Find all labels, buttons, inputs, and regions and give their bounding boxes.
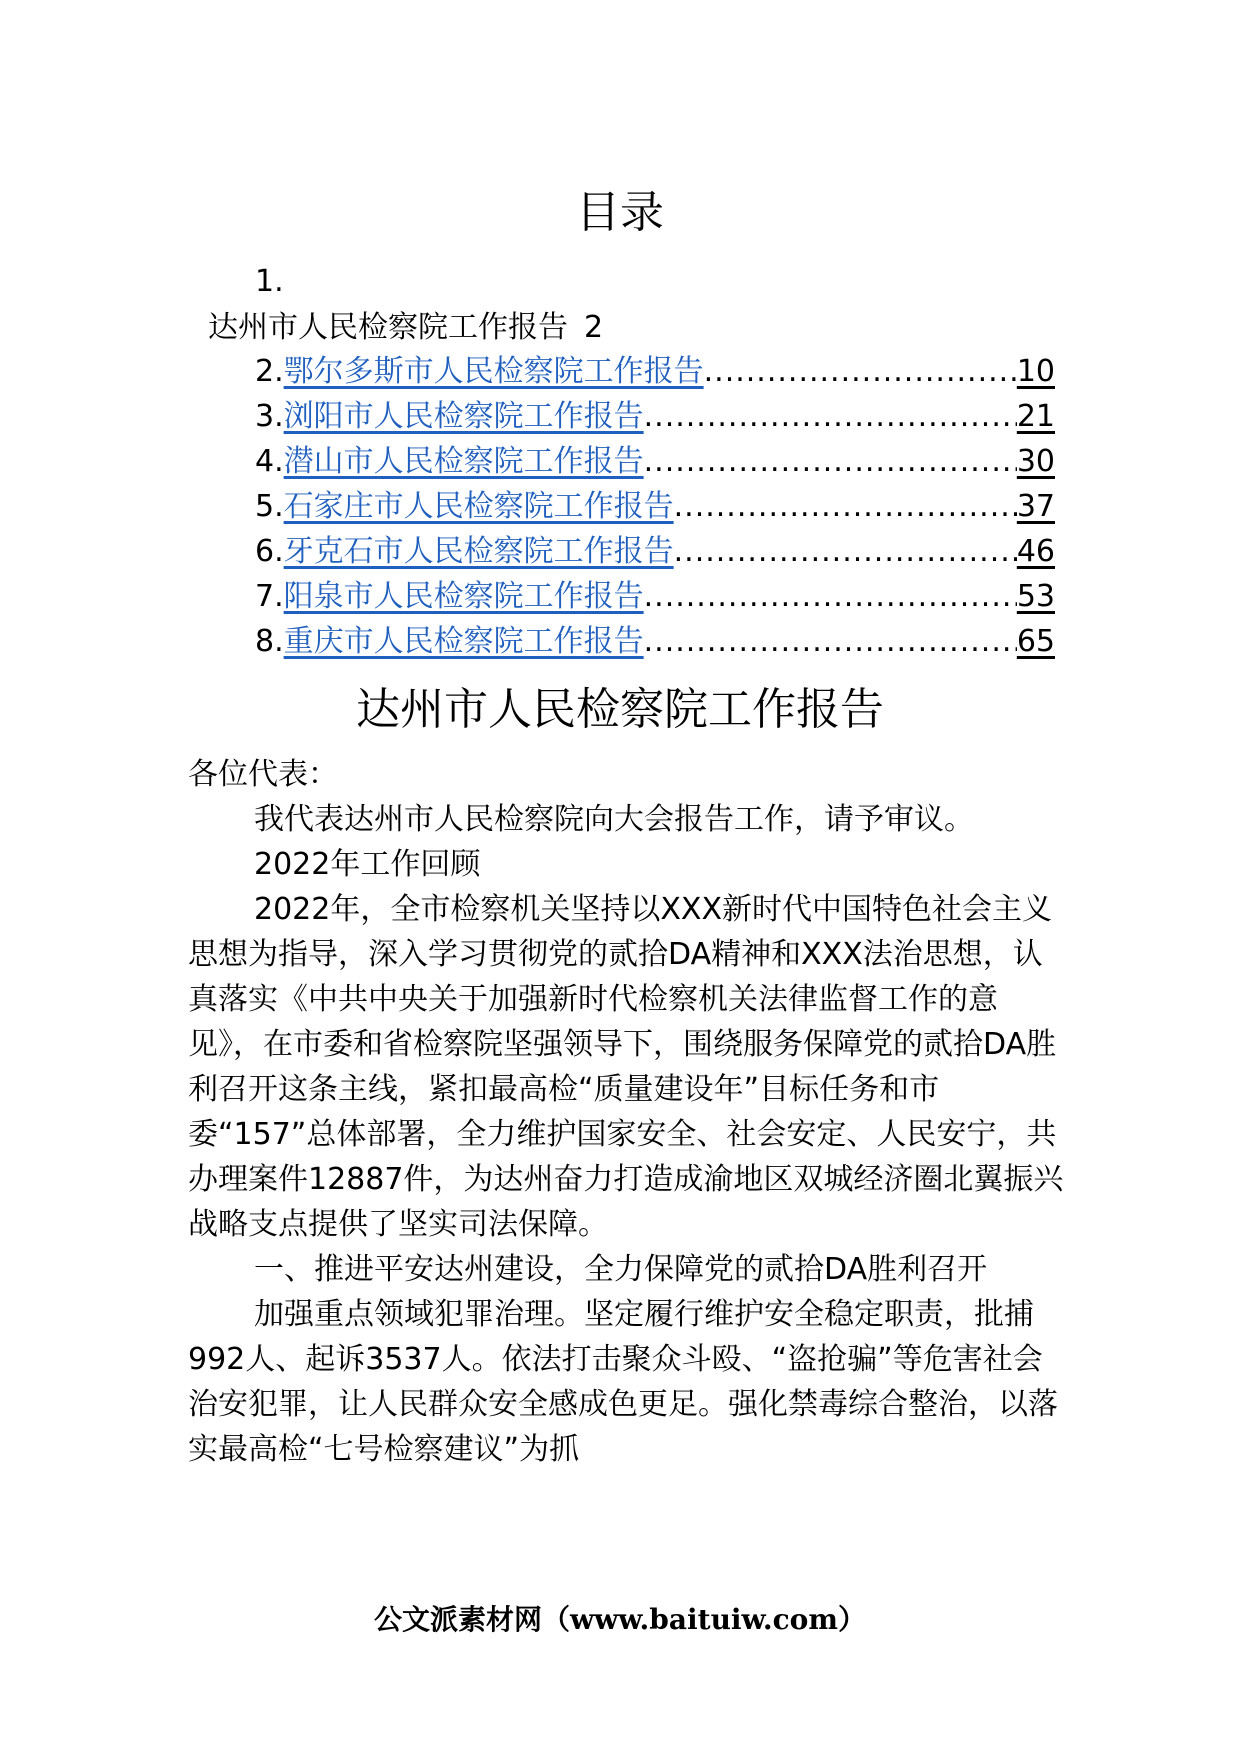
toc-item-link[interactable]: 鄂尔多斯市人民检察院工作报告 [283, 354, 704, 389]
toc-item-page: 21 [1016, 399, 1055, 434]
document-title: 达州市人民检察院工作报告 [356, 684, 884, 735]
toc-item-1-number: 1. [255, 264, 284, 299]
toc-item-7[interactable] [255, 577, 1055, 622]
toc-item-number: 5. [255, 489, 284, 524]
toc-title: 目录 [576, 187, 664, 238]
toc-item-page: 10 [1016, 354, 1055, 389]
toc-item-number: 3. [255, 399, 284, 434]
toc-item-number: 7. [255, 579, 284, 614]
toc-item-link[interactable]: 牙克石市人民检察院工作报告 [283, 534, 674, 569]
paragraph: 我代表达州市人民检察院向大会报告工作，请予审议。 [254, 802, 974, 837]
toc-leader-dots [704, 352, 1017, 392]
toc-item-link[interactable]: 阳泉市人民检察院工作报告 [283, 579, 644, 614]
toc-item-3[interactable] [255, 397, 1055, 442]
toc-item-1-page: 2 [584, 310, 604, 345]
toc-leader-dots [644, 442, 1017, 482]
toc-item-page: 37 [1016, 489, 1055, 524]
toc-item-page: 30 [1016, 444, 1055, 479]
toc-item-1[interactable] [208, 308, 603, 348]
section-heading: 一、推进平安达州建设，全力保障党的贰拾DA胜利召开 [254, 1252, 988, 1287]
toc-item-link[interactable]: 潜山市人民检察院工作报告 [283, 444, 644, 479]
toc-list [255, 352, 1055, 667]
toc-item-page: 46 [1016, 534, 1055, 569]
toc-item-2[interactable] [255, 352, 1055, 397]
document-body [188, 752, 1068, 1472]
toc-item-number: 6. [255, 534, 284, 569]
toc-item-4[interactable] [255, 442, 1055, 487]
toc-item-number: 4. [255, 444, 284, 479]
toc-item-page: 65 [1016, 624, 1055, 659]
section-heading: 2022年工作回顾 [254, 847, 481, 882]
toc-leader-dots [674, 532, 1017, 572]
toc-leader-dots [674, 487, 1017, 527]
toc-item-link[interactable]: 重庆市人民检察院工作报告 [283, 624, 644, 659]
toc-leader-dots [644, 577, 1017, 617]
paragraph: 2022年，全市检察机关坚持以XXX新时代中国特色社会主义思想为指导，深入学习贯彻党的贰拾DA精神和XXX法治思想，认真落实《中共中央关于加强新时代检察机关法律监督工作的意见》，在市委和省检察院坚强领导下，围绕服务保障党的贰拾DA胜利召开这条主线，紧扣最高检“质量建设年”目标任务和市委“157”总体部署，全力维护国家安全、社会安定、人民安宁，共办理案件12887件，为达州奋力打造成渝地区双城经济圈北翼振兴战略支点提供了坚实司法保障。 [188, 892, 1064, 1242]
toc-item-link[interactable]: 浏阳市人民检察院工作报告 [283, 399, 644, 434]
toc-leader-dots [644, 622, 1017, 662]
toc-item-page: 53 [1016, 579, 1055, 614]
toc-item-6[interactable] [255, 532, 1055, 577]
toc-item-5[interactable] [255, 487, 1055, 532]
toc-item-8[interactable] [255, 622, 1055, 667]
toc-item-1-label: 达州市人民检察院工作报告 [208, 310, 568, 345]
footer-watermark: 公文派素材网（www.baituiw.com） [374, 1603, 866, 1636]
paragraph: 加强重点领域犯罪治理。坚定履行维护安全稳定职责，批捕992人、起诉3537人。依法打击聚众斗殴、“盗抢骗”等危害社会治安犯罪，让人民群众安全感成色更足。强化禁毒综合整治，以落实最高检“七号检察建议”为抓 [188, 1297, 1058, 1467]
toc-item-number: 8. [255, 624, 284, 659]
toc-leader-dots [644, 397, 1017, 437]
toc-item-number: 2. [255, 354, 284, 389]
salutation: 各位代表： [188, 757, 338, 792]
toc-item-link[interactable]: 石家庄市人民检察院工作报告 [283, 489, 674, 524]
